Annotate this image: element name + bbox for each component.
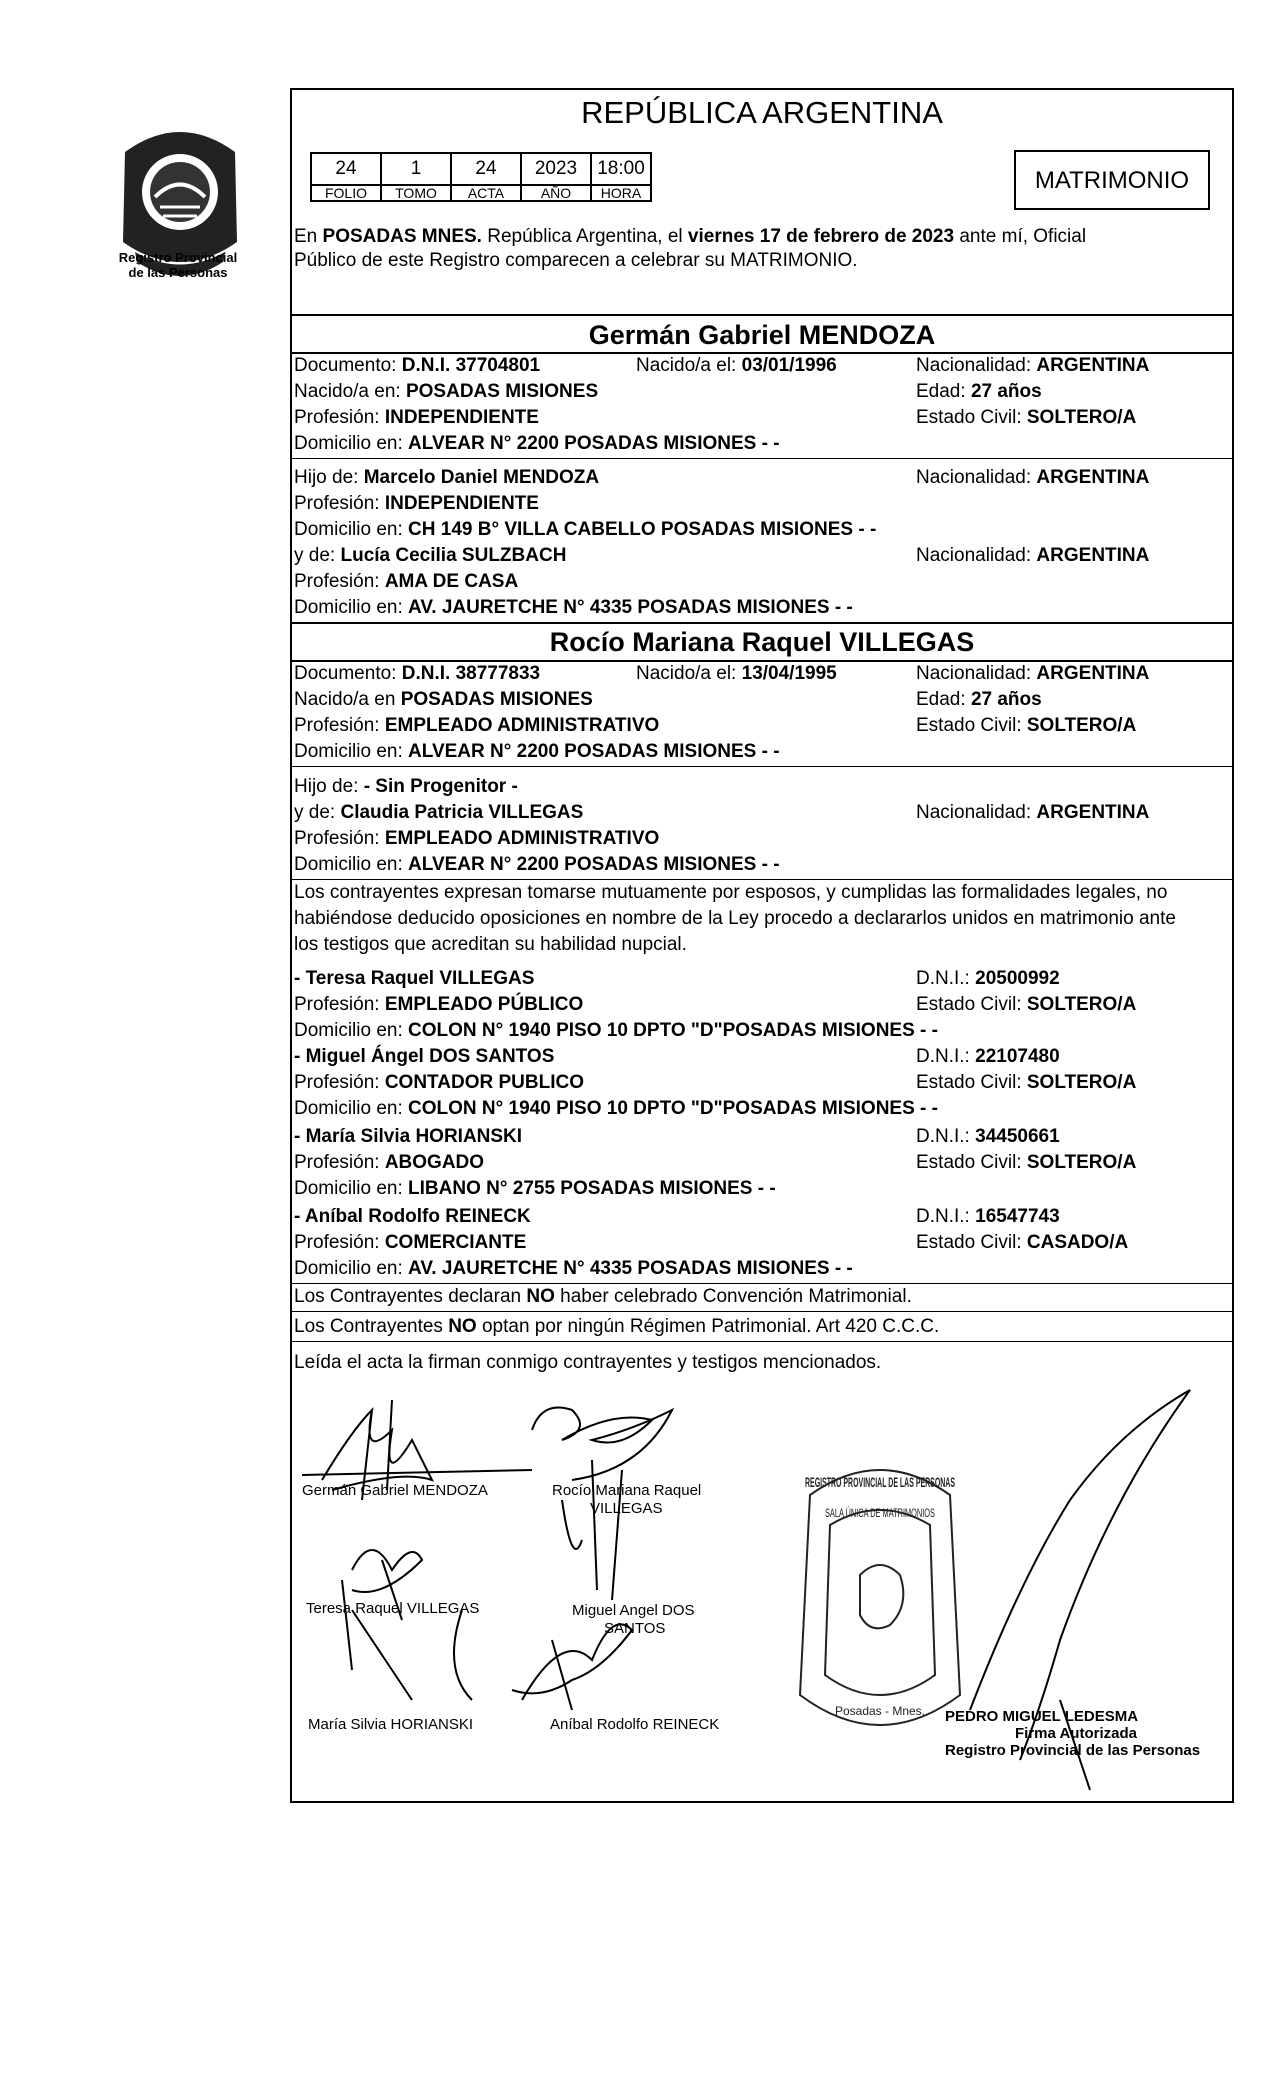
spouse2-father: Hijo de: - Sin Progenitor -	[294, 776, 518, 797]
signature-label: VILLEGAS	[590, 1500, 663, 1517]
witness-addr: Domicilio en: COLON N° 1940 PISO 10 DPTO "D"POSADAS MISIONES - -	[294, 1098, 938, 1119]
spouse2-doc: Documento: D.N.I. 38777833	[294, 663, 541, 684]
witness-civil: Estado Civil: CASADO/A	[916, 1232, 1129, 1253]
witness-prof: Profesión: ABOGADO	[294, 1152, 485, 1173]
spouse2-name: Rocío Mariana Raquel VILLEGAS	[549, 627, 975, 657]
folio-label: FOLIO	[311, 185, 381, 201]
signature-label: Miguel Angel DOS	[572, 1602, 695, 1619]
folio-value: 24	[311, 153, 381, 185]
tomo-label: TOMO	[381, 185, 451, 201]
spouse1-addr: Domicilio en: ALVEAR N° 2200 POSADAS MISIONES - -	[294, 433, 780, 454]
signature-label: Rocío Mariana Raquel	[552, 1482, 702, 1499]
spouse2-mother-addr: Domicilio en: ALVEAR N° 2200 POSADAS MISIONES - -	[294, 854, 780, 875]
spouse2-mother-nat: Nacionalidad: ARGENTINA	[916, 802, 1150, 823]
witness-civil: Estado Civil: SOLTERO/A	[916, 1072, 1137, 1093]
official-stamp	[790, 1455, 1004, 1755]
hour-value: 18:00	[591, 153, 651, 185]
signature-label: Teresa Raquel VILLEGAS	[306, 1600, 480, 1617]
officer-office: Registro Provincial de las Personas	[945, 1742, 1201, 1759]
spouse1-civil: Estado Civil: SOLTERO/A	[916, 407, 1137, 428]
acta-value: 24	[451, 153, 521, 185]
spouse2-birth: Nacido/a el: 13/04/1995	[636, 663, 837, 684]
spouse1-mother-addr: Domicilio en: AV. JAURETCHE N° 4335 POSADAS MISIONES - -	[294, 597, 853, 618]
stamp-text: Posadas - Mnes.	[834, 1704, 926, 1718]
record-type-box: MATRIMONIO	[1014, 150, 1210, 210]
declaration-line: habiéndose deducido oposiciones en nombre de la Ley procedo a declararlos unidos en matrimonio ante	[294, 908, 1176, 929]
country-title: REPÚBLICA ARGENTINA	[581, 95, 943, 130]
witness-prof: Profesión: CONTADOR PUBLICO	[294, 1072, 584, 1093]
witness-dni: D.N.I.: 22107480	[916, 1046, 1060, 1067]
signature-label: Aníbal Rodolfo REINECK	[550, 1716, 720, 1733]
declaration-line: los testigos que acreditan su habilidad nupcial.	[294, 934, 687, 955]
witness-name: - María Silvia HORIANSKI	[294, 1126, 523, 1147]
witness-dni: D.N.I.: 34450661	[916, 1126, 1060, 1147]
spouse2-addr: Domicilio en: ALVEAR N° 2200 POSADAS MISIONES - -	[294, 741, 780, 762]
spouse1-age: Edad: 27 años	[916, 381, 1042, 402]
witness-addr: Domicilio en: COLON N° 1940 PISO 10 DPTO "D"POSADAS MISIONES - -	[294, 1020, 938, 1041]
acta-label: ACTA	[451, 185, 521, 201]
signature-label: Germán Gabriel MENDOZA	[302, 1482, 488, 1499]
witness-addr: Domicilio en: AV. JAURETCHE N° 4335 POSADAS MISIONES - -	[294, 1258, 853, 1279]
intro-line-2: Público de este Registro comparecen a celebrar su MATRIMONIO.	[294, 250, 858, 271]
spouse1-birth: Nacido/a el: 03/01/1996	[636, 355, 837, 376]
registry-caption-line: Registro Provincial	[118, 250, 238, 265]
witness-name: - Miguel Ángel DOS SANTOS	[294, 1046, 555, 1067]
witness-civil: Estado Civil: SOLTERO/A	[916, 994, 1137, 1015]
spouse1-father-prof: Profesión: INDEPENDIENTE	[294, 493, 539, 514]
registry-caption-line: de las Personas	[128, 265, 228, 280]
closing-line: Leída el acta la firman conmigo contrayentes y testigos mencionados.	[294, 1352, 882, 1373]
tomo-value: 1	[381, 153, 451, 185]
officer-name: PEDRO MIGUEL LEDESMA	[945, 1708, 1139, 1725]
spouse2-nat: Nacionalidad: ARGENTINA	[916, 663, 1150, 684]
witness-prof: Profesión: EMPLEADO PÚBLICO	[294, 994, 584, 1015]
spouse2-place: Nacido/a en POSADAS MISIONES	[294, 689, 593, 710]
officer-block	[945, 1708, 1200, 1759]
regime-line: Los Contrayentes NO optan por ningún Régimen Patrimonial. Art 420 C.C.C.	[294, 1316, 940, 1337]
spouse1-mother-nat: Nacionalidad: ARGENTINA	[916, 545, 1150, 566]
witness-civil: Estado Civil: SOLTERO/A	[916, 1152, 1137, 1173]
witness-prof: Profesión: COMERCIANTE	[294, 1232, 527, 1253]
spouse1-place: Nacido/a en: POSADAS MISIONES	[294, 381, 599, 402]
spouse2-civil: Estado Civil: SOLTERO/A	[916, 715, 1137, 736]
spouse1-father-addr: Domicilio en: CH 149 B° VILLA CABELLO POSADAS MISIONES - -	[294, 519, 877, 540]
signature-label: María Silvia HORIANSKI	[308, 1716, 474, 1733]
stamp-text: REGISTRO PROVINCIAL DE LAS PERSONAS	[805, 1474, 955, 1490]
registry-caption	[98, 250, 258, 280]
spouse1-doc: Documento: D.N.I. 37704801	[294, 355, 541, 376]
spouse1-mother-prof: Profesión: AMA DE CASA	[294, 571, 519, 592]
spouse1-prof: Profesión: INDEPENDIENTE	[294, 407, 539, 428]
hour-label: HORA	[591, 185, 651, 201]
spouse1-father: Hijo de: Marcelo Daniel MENDOZA	[294, 467, 600, 488]
intro-line-1: En POSADAS MNES. República Argentina, el viernes 17 de febrero de 2023 ante mí, Oficial	[294, 226, 1087, 247]
witness-dni: D.N.I.: 20500992	[916, 968, 1060, 989]
witness-name: - Aníbal Rodolfo REINECK	[294, 1206, 531, 1227]
spouse2-mother-prof: Profesión: EMPLEADO ADMINISTRATIVO	[294, 828, 660, 849]
witness-dni: D.N.I.: 16547743	[916, 1206, 1060, 1227]
witness-name: - Teresa Raquel VILLEGAS	[294, 968, 535, 989]
spouse2-age: Edad: 27 años	[916, 689, 1042, 710]
stamp-text: SALA ÚNICA DE MATRIMONIOS	[825, 1506, 1004, 1520]
spouse1-mother: y de: Lucía Cecilia SULZBACH	[294, 545, 567, 566]
spouse1-name: Germán Gabriel MENDOZA	[588, 320, 936, 350]
record-data-table	[310, 152, 652, 202]
declaration-line: Los contrayentes expresan tomarse mutuamente por esposos, y cumplidas las formalidades legales, no	[294, 882, 1168, 903]
officer-role: Firma Autorizada	[1015, 1725, 1137, 1742]
year-label: AÑO	[521, 185, 591, 201]
spouse1-nat: Nacionalidad: ARGENTINA	[916, 355, 1150, 376]
year-value: 2023	[521, 153, 591, 185]
spouse1-father-nat: Nacionalidad: ARGENTINA	[916, 467, 1150, 488]
witness-addr: Domicilio en: LIBANO N° 2755 POSADAS MISIONES - -	[294, 1178, 776, 1199]
convention-line: Los Contrayentes declaran NO haber celebrado Convención Matrimonial.	[294, 1286, 912, 1307]
spouse2-mother: y de: Claudia Patricia VILLEGAS	[294, 802, 584, 823]
spouse2-prof: Profesión: EMPLEADO ADMINISTRATIVO	[294, 715, 660, 736]
signature-label: SANTOS	[604, 1620, 666, 1637]
